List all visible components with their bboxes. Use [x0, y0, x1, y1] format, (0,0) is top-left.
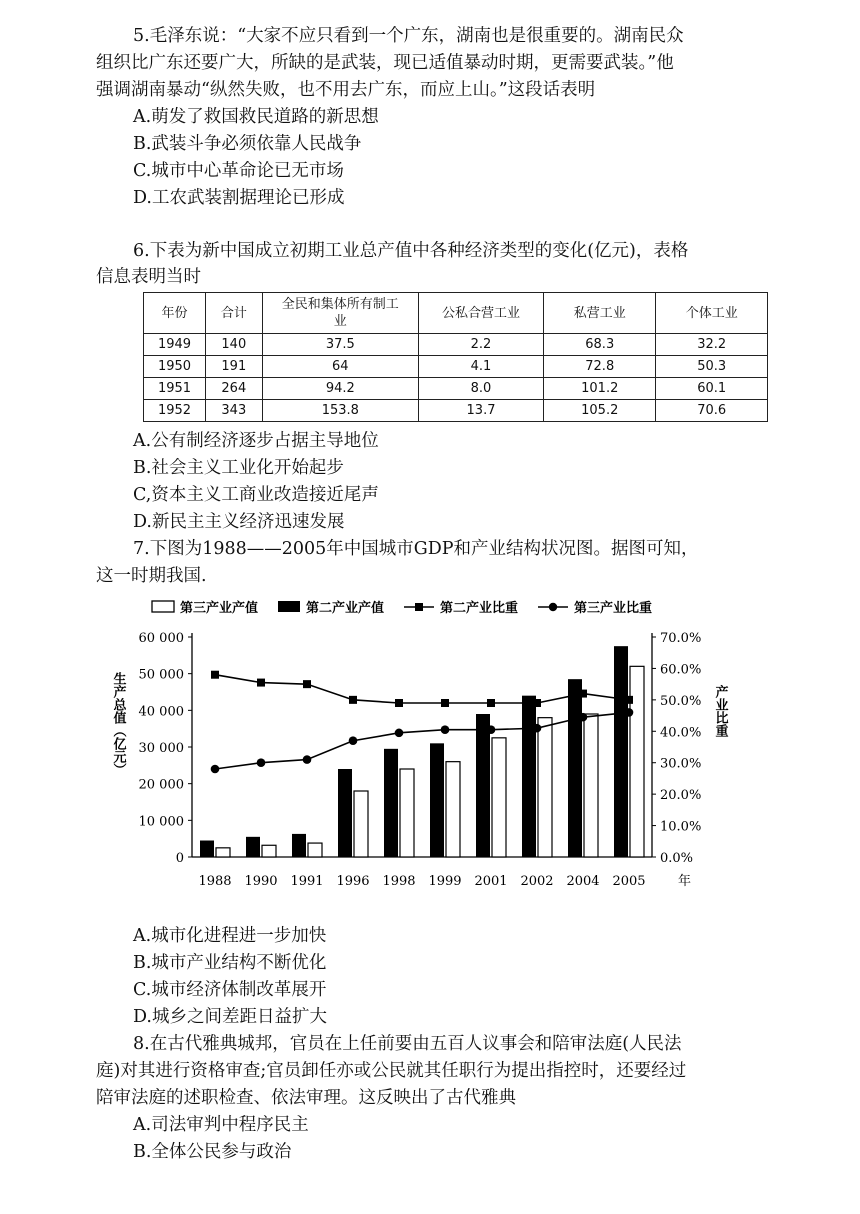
point-secondary-share — [625, 696, 633, 704]
table-cell: 1949 — [144, 334, 206, 356]
q5-line-1: 5.毛泽东说：“大家不应只看到一个广东，湖南也是很重要的。湖南民众 — [133, 26, 684, 46]
table-header-cell: 合计 — [205, 293, 262, 334]
table-cell: 1950 — [144, 356, 206, 378]
x-tick-label: 2001 — [474, 874, 508, 889]
bar-secondary-output — [430, 743, 444, 857]
table-header-cell: 全民和集体所有制工业 — [262, 293, 418, 334]
bar-tertiary-output — [446, 762, 460, 857]
q5-line-3: 强调湖南暴动“纵然失败，也不用去广东，而应上山。”这段话表明 — [96, 80, 596, 100]
q6-option-c[interactable]: C,资本主义工商业改造接近尾声 — [133, 485, 379, 505]
q7-option-a[interactable]: A.城市化进程进一步加快 — [133, 926, 327, 946]
table-row — [144, 334, 768, 356]
legend-swatch-tertiary-output — [152, 601, 174, 612]
bar-secondary-output — [338, 769, 352, 857]
legend-label: 第二产业比重 — [440, 601, 519, 616]
table-cell: 101.2 — [544, 378, 656, 400]
table-header-cell: 公私合营工业 — [418, 293, 543, 334]
point-secondary-share — [395, 699, 403, 707]
y2-tick-label: 50.0% — [660, 693, 702, 709]
table-cell: 2.2 — [418, 334, 543, 356]
table-cell: 140 — [205, 334, 262, 356]
bar-secondary-output — [246, 837, 260, 857]
point-tertiary-share — [441, 725, 450, 734]
bar-secondary-output — [614, 646, 628, 857]
y2-tick-label: 20.0% — [660, 788, 702, 804]
x-tick-label: 2005 — [612, 874, 646, 889]
x-tick-label: 1990 — [244, 874, 278, 889]
table-cell: 191 — [205, 356, 262, 378]
table-cell: 68.3 — [544, 334, 656, 356]
table-cell: 37.5 — [262, 334, 418, 356]
x-tick-label: 1999 — [428, 874, 462, 889]
q8-option-b[interactable]: B.全体公民参与政治 — [133, 1142, 292, 1162]
q6-line-1: 6.下表为新中国成立初期工业总产值中各种经济类型的变化(亿元)，表格 — [133, 241, 689, 261]
bar-secondary-output — [292, 834, 306, 857]
bar-secondary-output — [568, 679, 582, 857]
q5-option-d[interactable]: D.工农武装割据理论已形成 — [133, 188, 345, 208]
q5-line-2: 组织比广东还要广大，所缺的是武装，现已适值暴动时期，更需要武装。”他 — [96, 53, 674, 73]
table-row — [144, 356, 768, 378]
table-header-row — [144, 293, 768, 334]
q5-option-a[interactable]: A.萌发了救国救民道路的新思想 — [133, 107, 379, 127]
q7-line-1: 7.下图为1988——2005年中国城市GDP和产业结构状况图。据图可知， — [133, 539, 699, 559]
point-tertiary-share — [625, 708, 634, 717]
legend-marker-square — [415, 603, 423, 611]
x-tick-label: 1998 — [382, 874, 416, 889]
q8-line-1: 8.在古代雅典城邦，官员在上任前要由五百人议事会和陪审法庭(人民法 — [133, 1034, 682, 1054]
table-row — [144, 400, 768, 422]
table-cell: 4.1 — [418, 356, 543, 378]
x-axis-unit: 年 — [678, 874, 692, 889]
table-row — [144, 378, 768, 400]
point-tertiary-share — [395, 729, 404, 738]
y-tick-label: 60 000 — [138, 631, 184, 646]
point-secondary-share — [349, 696, 357, 704]
y2-tick-label: 70.0% — [660, 631, 702, 646]
bar-secondary-output — [200, 841, 214, 858]
bar-tertiary-output — [262, 845, 276, 857]
legend-swatch-secondary-output — [278, 601, 300, 612]
point-tertiary-share — [487, 725, 496, 734]
table-header-cell: 私营工业 — [544, 293, 656, 334]
y2-tick-label: 30.0% — [660, 756, 702, 772]
y2-tick-label: 10.0% — [660, 819, 702, 835]
bar-tertiary-output — [308, 843, 322, 857]
point-secondary-share — [441, 699, 449, 707]
y2-tick-label: 0.0% — [660, 851, 694, 866]
y-tick-label: 50 000 — [138, 667, 184, 683]
legend-label: 第三产业比重 — [574, 601, 653, 616]
x-tick-label: 2004 — [566, 874, 600, 889]
bar-secondary-output — [476, 714, 490, 857]
point-tertiary-share — [579, 713, 588, 722]
table-cell: 105.2 — [544, 400, 656, 422]
gdp-industry-chart — [100, 590, 740, 900]
table-cell: 50.3 — [656, 356, 768, 378]
point-tertiary-share — [349, 736, 358, 745]
q7-option-b[interactable]: B.城市产业结构不断优化 — [133, 953, 327, 973]
point-secondary-share — [579, 690, 587, 698]
legend-label: 第二产业产值 — [306, 601, 385, 616]
q7-option-d[interactable]: D.城乡之间差距日益扩大 — [133, 1007, 327, 1027]
point-secondary-share — [487, 699, 495, 707]
point-secondary-share — [303, 680, 311, 688]
bar-tertiary-output — [630, 666, 644, 857]
table-cell: 64 — [262, 356, 418, 378]
table-cell: 32.2 — [656, 334, 768, 356]
y2-tick-label: 40.0% — [660, 725, 702, 741]
y-tick-label: 30 000 — [138, 741, 184, 756]
q7-option-c[interactable]: C.城市经济体制改革展开 — [133, 980, 327, 1000]
table-cell: 343 — [205, 400, 262, 422]
bar-tertiary-output — [584, 714, 598, 857]
y2-axis-label: 产业比重 — [712, 685, 728, 737]
q7-line-2: 这一时期我国. — [96, 566, 207, 586]
y-axis-label: 生产总值（亿元） — [110, 672, 126, 776]
q6-option-a[interactable]: A.公有制经济逐步占据主导地位 — [133, 431, 379, 451]
point-tertiary-share — [257, 758, 266, 767]
q6-option-b[interactable]: B.社会主义工业化开始起步 — [133, 458, 344, 478]
point-tertiary-share — [211, 765, 220, 774]
legend-label: 第三产业产值 — [180, 601, 259, 616]
table-cell: 1952 — [144, 400, 206, 422]
x-tick-label: 1988 — [198, 874, 232, 889]
x-tick-label: 2002 — [520, 874, 554, 889]
table-cell: 70.6 — [656, 400, 768, 422]
q8-line-2: 庭)对其进行资格审查;官员卸任亦或公民就其任职行为提出指控时，还要经过 — [96, 1061, 687, 1081]
line-tertiary-share — [215, 712, 629, 769]
bar-secondary-output — [522, 696, 536, 857]
q5-option-b[interactable]: B.武装斗争必须依靠人民战争 — [133, 134, 362, 154]
table-header-cell: 年份 — [144, 293, 206, 334]
legend-marker-circle — [549, 603, 557, 611]
x-tick-label: 1991 — [290, 874, 324, 889]
table-cell: 13.7 — [418, 400, 543, 422]
bar-tertiary-output — [538, 718, 552, 857]
table-cell: 153.8 — [262, 400, 418, 422]
q6-option-d[interactable]: D.新民主主义经济迅速发展 — [133, 512, 345, 532]
bar-secondary-output — [384, 749, 398, 857]
y-tick-label: 20 000 — [138, 777, 184, 793]
y-tick-label: 0 — [175, 851, 184, 866]
table-cell: 72.8 — [544, 356, 656, 378]
q6-table — [143, 292, 768, 422]
table-cell: 264 — [205, 378, 262, 400]
point-secondary-share — [211, 671, 219, 679]
y2-tick-label: 60.0% — [660, 662, 702, 678]
bar-tertiary-output — [216, 848, 230, 857]
table-cell: 8.0 — [418, 378, 543, 400]
table-cell: 60.1 — [656, 378, 768, 400]
point-secondary-share — [257, 679, 265, 687]
q8-line-3: 陪审法庭的述职检查、依法审理。这反映出了古代雅典 — [96, 1088, 516, 1108]
q6-line-2: 信息表明当时 — [96, 267, 201, 287]
y-tick-label: 10 000 — [138, 814, 184, 830]
q5-option-c[interactable]: C.城市中心革命论已无市场 — [133, 161, 344, 181]
point-tertiary-share — [533, 724, 542, 733]
y-tick-label: 40 000 — [138, 704, 184, 720]
bar-tertiary-output — [354, 791, 368, 857]
table-cell: 1951 — [144, 378, 206, 400]
line-secondary-share — [215, 675, 629, 703]
table-cell: 94.2 — [262, 378, 418, 400]
q8-option-a[interactable]: A.司法审判中程序民主 — [133, 1115, 309, 1135]
point-secondary-share — [533, 699, 541, 707]
bar-tertiary-output — [492, 738, 506, 857]
point-tertiary-share — [303, 755, 312, 764]
bar-tertiary-output — [400, 769, 414, 857]
x-tick-label: 1996 — [336, 874, 370, 889]
table-header-cell: 个体工业 — [656, 293, 768, 334]
